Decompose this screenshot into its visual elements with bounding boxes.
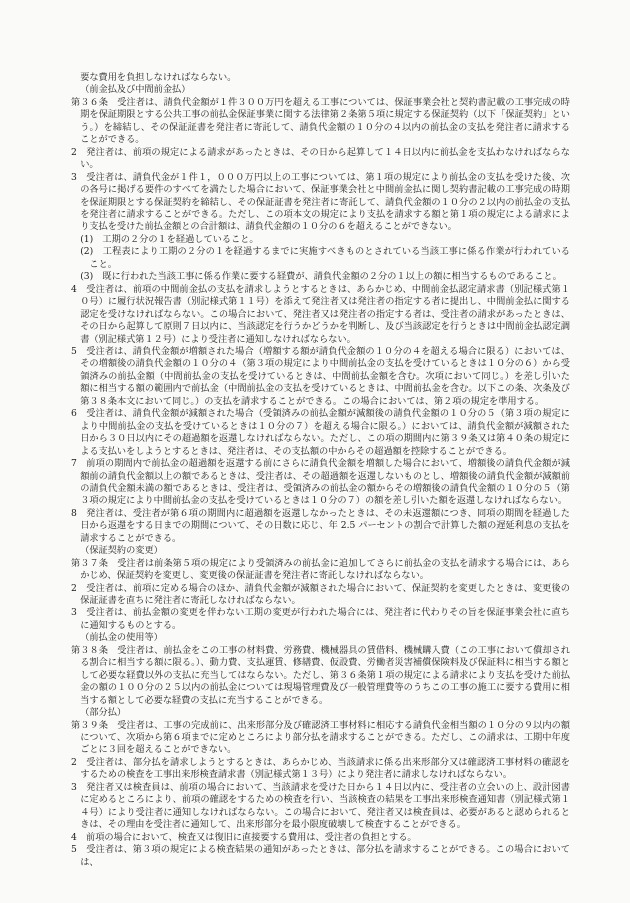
section-use-of-advance-payment — [71, 632, 570, 707]
article-37-clause-1: 第３７条 受注者は前条第５項の規定により受領済みの前払金に追加してさらに前払金の支払を請求する場合には、あらかじめ、保証契約を変更し、変更後の保証証書を発注者に寄託しなければならない。 — [71, 557, 570, 582]
article-36-clause-2: 2 発注者は、前項の規定による請求があったときは、その日から起算して１４日以内に前払金を支払わなければならない。 — [71, 146, 570, 171]
section-heading: （前払金の使用等） — [80, 632, 163, 644]
section-advance-payment — [71, 84, 570, 545]
article-39-clause-1: 第３９条 受注者は、工事の完成前に、出来形部分及び確認済工事材料に相応する請負代金相当額の１０分の９以内の額について、次項から第６項までに定めところにより部分払を請求することができる。ただし、この請求は、工期中年度ごとに３回を超えることができない。 — [71, 719, 570, 756]
article-36-item-2: (2) 工程表により工期の２分の１を経過するまでに実施すべきものとされている当該工事に係る作業が行われていること。 — [80, 246, 570, 270]
section-heading: （保証契約の変更） — [80, 545, 163, 557]
article-39-clause-4: 4 前項の場合において、検査又は復旧に直接要する費用は、受注者の負担とする。 — [71, 831, 417, 843]
article-36-clause-3: 3 受注者は、請負代金が１件１，０００万円以上の工事については、第１項の規定により前払金の支払を受けた後、次の各号に掲げる要件のすべてを満たした場合において、保証事業会社と中間前金払に関し契約書記載の工事完成の時期を保証期限とする保証契約を締結し、その保証証書を発注者に寄託して、請負代金額の１０分の２以内の前払金の支払を発注者に請求することができる。ただし、この項本文の規定により支払を請求する額と第１項の規定による請求により支払を受けた前払金額との合計額は、請負代金額の１０分の６を超えることができない。 — [71, 171, 570, 233]
section-partial-payment — [71, 707, 570, 869]
article-39-clause-5: 5 受注者は、第３項の規定による検査結果の通知があったときは、部分払を請求することができる。この場合においては、 — [71, 844, 570, 868]
article-36-item-1: (1) 工期の２分の１を経過していること。 — [80, 233, 259, 245]
article-36-clause-8: 8 発注者は、受注者が第６項の期間内に超過額を返還しなかったときは、その未返還額につき、同項の期間を経過した日から返還をする日までの期間について、その日数に応じ、年 2.5 パーセントの割合で計算した額の遅延利息の支払を請求することができる。 — [71, 507, 570, 544]
section-heading: （部分払） — [80, 707, 127, 719]
article-37-clause-3: 3 受注者は、前払金額の変更を伴わない工期の変更が行われた場合には、発注者に代わりその旨を保証事業会社に直ちに通知するものとする。 — [71, 607, 570, 631]
section-guarantee-contract-change — [71, 545, 570, 632]
section-heading: （前金払及び中間前金払） — [80, 84, 191, 96]
article-36-clause-4: 4 受注者は、前項の中間前金払の支払を請求しようとするときは、あらかじめ、中間前金払認定請求書（別記様式第１０号）に履行状況報告書（別記様式第１１号）を添えて発注者又は発注者の指定する者に提出し、中間前金払に関する認定を受けなければならない。この場合において、発注者又は発注者の指定する者は、受注者の請求があったときは、その日から起算して原則７日以内に、当該認定を行うかどうかを判断し、及び当該認定を行うときは中間前金払認定調書（別記様式第１２号）により受注者に通知しなければならない。 — [71, 283, 570, 345]
article-36-clause-5: 5 受注者は、請負代金額が増額された場合（増額する額が請負代金額の１０分の４を超える場合に限る）においては、その増額後の請負代金額の１０分の４（第３項の規定により中間前払金の支払を受けているときは１０分の６）から受領済みの前払金額（中間前払金の支払を受けているときは、中間前払金額を含む。次項において同じ。）を差し引いた額に相当する額の範囲内で前払金（中間前払金の支払を受けているときは、中間前払金を含む。以下この条、次条及び第３８条本文において同じ。）の支払を請求することができる。この場合においては、第２項の規定を準用する。 — [71, 345, 570, 407]
article-36-item-3: (3) 既に行われた当該工事に係る作業に要する経費が、請負代金額の２分の１以上の額に相当するものであること。 — [80, 271, 562, 283]
article-39-clause-3: 3 発注者又は検査員は、前項の場合において、当該請求を受けた日から１４日以内に、受注者の立会いの上、設計図書に定めるところにより、前項の確認をするための検査を行い、当該検査の結果を工事出来形検査通知書（別記様式第１４号）により受注者に通知しなければならない。この場合において、発注者又は検査員は、必要があると認められるときは、その理由を受注者に通知して、出来形部分を最小限度破壊して検査することができる。 — [71, 781, 570, 831]
article-36-clause-7: 7 前項の期間内で前払金の超過額を返還する前にさらに請負代金額を増額した場合において、増額後の請負代金額が減額前の請負代金額以上の額であるときは、受注者は、その超過額を返還しないものとし、増額後の請負代金額が減額前の請負代金額未満の額であるときは、受注者は、受領済みの前払金の額からその増額後の請負代金額の１０分の５（第３項の規定により中間前払金の支払を受けているときは１０分の７）の額を差し引いた額を返還しなければならない。 — [71, 458, 570, 507]
article-38-clause-1: 第３８条 受注者は、前払金をこの工事の材料費、労務費、機械器具の賃借料、機械購入費（この工事において償却される割合に相当する額に限る。）、動力費、支払運賃、修繕費、仮設費、労働者災害補償保険料及び保証料に相当する額として必要な経費以外の支払に充当してはならない。ただし、第３６条第１項の規定による請求により支払を受けた前払金の額の１００分の２５以内の前払金については現場管理費及び一般管理費等のうちこの工事の施工に要する費用に相当する額として必要な経費の支払に充当することができる。 — [71, 644, 570, 706]
carryover-line: 要な費用を負担しなければならない。 — [80, 72, 237, 83]
article-36-clause-1: 第３６条 受注者は、請負代金額が１件３００万円を超える工事については、保証事業会社と契約書記載の工事完成の時期を保証期限とする公共工事の前払金保証事業に関する法律第２条第５項に規定する保証契約（以下「保証契約」という。）を締結し、その保証証書を発注者に寄託して、請負代金額の１０分の４以内の前払金の支払を発注者に請求することができる。 — [71, 96, 570, 146]
article-39-clause-2: 2 受注者は、部分払を請求しようとするときは、あらかじめ、当該請求に係る出来形部分又は確認済工事材料の確認をするための検査を工事出来形検査請求書（別記様式第１３号）により発注者に請求しなければならない。 — [71, 756, 570, 781]
article-36-clause-6: 6 受注者は、請負代金額が減額された場合（受領済みの前払金額が減額後の請負代金額の１０分の５（第３項の規定により中間前払金の支払を受けているときは１０分の７）を超える場合に限る。）においては、請負代金額が減額された日から３０日以内にその超過額を返還しなければならない。ただし、この項の期間内に第３９条又は第４０条の規定による支払いをしようとするときは、発注者は、その支払額の中からその超過額を控除することができる。 — [71, 408, 570, 457]
article-37-clause-2: 2 受注者は、前項に定める場合のほか、請負代金額が減額された場合において、保証契約を変更したときは、変更後の保証証書を直ちに発注者に寄託しなければならない。 — [71, 582, 570, 607]
